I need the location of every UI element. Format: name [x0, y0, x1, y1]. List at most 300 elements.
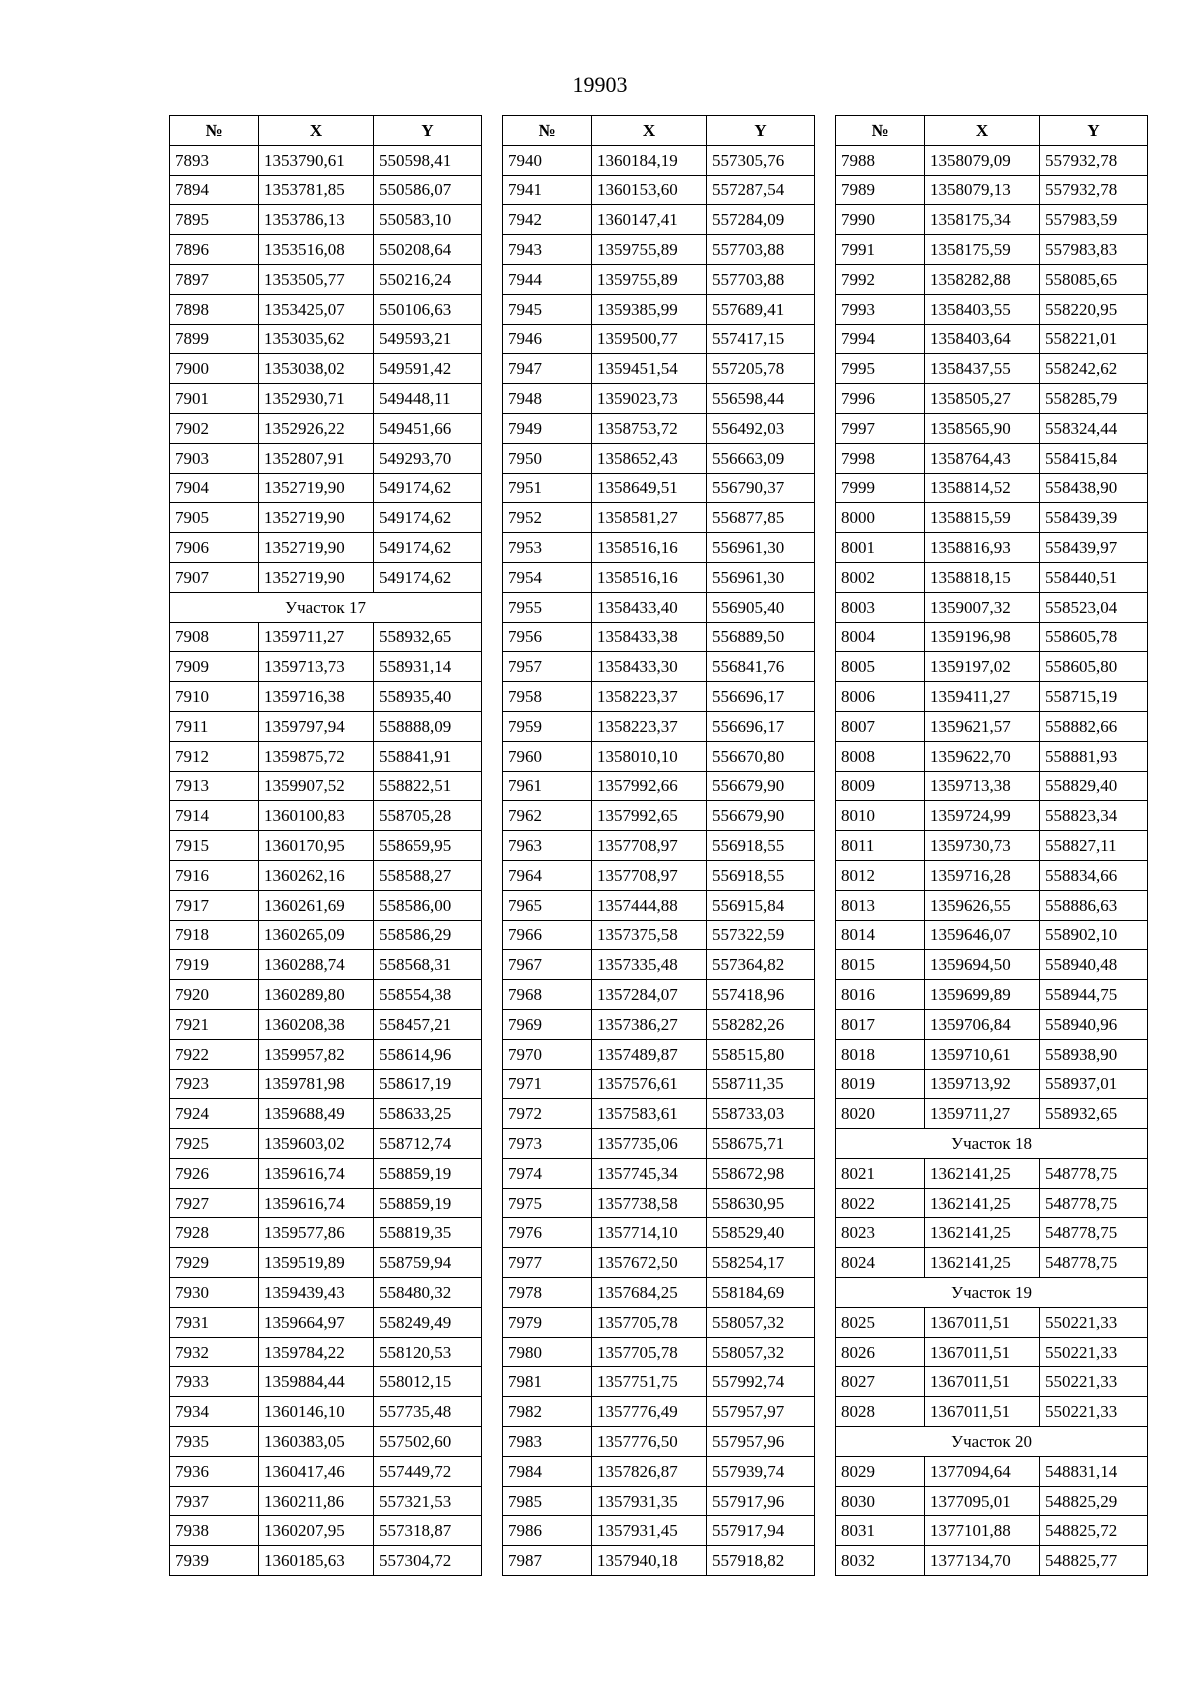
- table-row: [170, 562, 482, 592]
- table-row: [503, 860, 815, 890]
- x-coordinate-cell: 1362141,25: [925, 1218, 1040, 1248]
- x-coordinate-cell: 1357776,50: [592, 1427, 707, 1457]
- y-coordinate-cell: 556905,40: [707, 592, 815, 622]
- y-coordinate-cell: 556877,85: [707, 503, 815, 533]
- x-coordinate-cell: 1357444,88: [592, 890, 707, 920]
- point-number-cell: 7944: [503, 264, 592, 294]
- table-row: [503, 145, 815, 175]
- point-number-cell: 8017: [836, 1009, 925, 1039]
- point-number-cell: 7904: [170, 473, 259, 503]
- table-row: [503, 771, 815, 801]
- point-number-cell: 8028: [836, 1397, 925, 1427]
- page-number: 19903: [572, 72, 628, 97]
- point-number-cell: 7956: [503, 622, 592, 652]
- x-coordinate-cell: 1358815,59: [925, 503, 1040, 533]
- x-coordinate-cell: 1359711,27: [259, 622, 374, 652]
- table-row: [503, 622, 815, 652]
- section-row: [836, 1129, 1148, 1159]
- table-row: [170, 1367, 482, 1397]
- table-row: [170, 264, 482, 294]
- x-coordinate-cell: 1360211,86: [259, 1486, 374, 1516]
- point-number-cell: 7915: [170, 831, 259, 861]
- point-number-cell: 7963: [503, 831, 592, 861]
- y-coordinate-cell: 558523,04: [1040, 592, 1148, 622]
- y-coordinate-cell: 549174,62: [374, 533, 482, 563]
- x-coordinate-cell: 1359884,44: [259, 1367, 374, 1397]
- table-row: [503, 950, 815, 980]
- y-coordinate-cell: 558614,96: [374, 1039, 482, 1069]
- table-row: [836, 384, 1148, 414]
- y-coordinate-cell: 550106,63: [374, 294, 482, 324]
- x-coordinate-cell: 1359007,32: [925, 592, 1040, 622]
- table-row: [836, 205, 1148, 235]
- point-number-cell: 8002: [836, 562, 925, 592]
- point-number-cell: 7943: [503, 235, 592, 265]
- y-coordinate-cell: 558935,40: [374, 682, 482, 712]
- section-row: [836, 1278, 1148, 1308]
- y-coordinate-cell: 557703,88: [707, 264, 815, 294]
- x-coordinate-cell: 1358223,37: [592, 682, 707, 712]
- table-row: [503, 1129, 815, 1159]
- point-number-cell: 7969: [503, 1009, 592, 1039]
- point-number-cell: 7958: [503, 682, 592, 712]
- x-coordinate-cell: 1358079,09: [925, 145, 1040, 175]
- point-number-cell: 8025: [836, 1307, 925, 1337]
- y-coordinate-cell: 557205,78: [707, 354, 815, 384]
- point-number-cell: 7911: [170, 711, 259, 741]
- table-row: [503, 1039, 815, 1069]
- x-coordinate-cell: 1359411,27: [925, 682, 1040, 712]
- table-header-row: [503, 116, 815, 146]
- table-row: [170, 473, 482, 503]
- point-number-cell: 7938: [170, 1516, 259, 1546]
- y-coordinate-cell: 558886,63: [1040, 890, 1148, 920]
- table-row: [170, 324, 482, 354]
- table-row: [836, 1069, 1148, 1099]
- x-coordinate-cell: 1359616,74: [259, 1158, 374, 1188]
- table-row: [503, 1188, 815, 1218]
- point-number-cell: 8027: [836, 1367, 925, 1397]
- y-coordinate-cell: 557305,76: [707, 145, 815, 175]
- y-coordinate-cell: 556915,84: [707, 890, 815, 920]
- x-coordinate-cell: 1357705,78: [592, 1307, 707, 1337]
- point-number-cell: 7984: [503, 1456, 592, 1486]
- y-coordinate-cell: 550586,07: [374, 175, 482, 205]
- table-row: [836, 1337, 1148, 1367]
- y-coordinate-cell: 557957,97: [707, 1397, 815, 1427]
- y-coordinate-cell: 548825,29: [1040, 1486, 1148, 1516]
- x-coordinate-cell: 1367011,51: [925, 1397, 1040, 1427]
- table-row: [170, 413, 482, 443]
- table-row: [170, 1218, 482, 1248]
- x-coordinate-cell: 1358816,93: [925, 533, 1040, 563]
- x-coordinate-cell: 1359699,89: [925, 980, 1040, 1010]
- x-coordinate-cell: 1357735,06: [592, 1129, 707, 1159]
- y-coordinate-cell: 549174,62: [374, 473, 482, 503]
- y-coordinate-cell: 556598,44: [707, 384, 815, 414]
- table-row: [836, 1367, 1148, 1397]
- table-row: [170, 831, 482, 861]
- y-coordinate-cell: 557939,74: [707, 1456, 815, 1486]
- x-coordinate-cell: 1357284,07: [592, 980, 707, 1010]
- point-number-cell: 7928: [170, 1218, 259, 1248]
- x-coordinate-cell: 1352719,90: [259, 533, 374, 563]
- y-coordinate-cell: 556696,17: [707, 682, 815, 712]
- table-row: [503, 533, 815, 563]
- point-number-cell: 8010: [836, 801, 925, 831]
- y-coordinate-cell: 558588,27: [374, 860, 482, 890]
- table-row: [503, 1456, 815, 1486]
- x-coordinate-cell: 1359713,92: [925, 1069, 1040, 1099]
- table-row: [170, 443, 482, 473]
- y-coordinate-cell: 558711,35: [707, 1069, 815, 1099]
- point-number-cell: 7989: [836, 175, 925, 205]
- x-coordinate-cell: 1353516,08: [259, 235, 374, 265]
- x-coordinate-cell: 1360184,19: [592, 145, 707, 175]
- point-number-cell: 7976: [503, 1218, 592, 1248]
- y-coordinate-cell: 558184,69: [707, 1278, 815, 1308]
- table-row: [503, 264, 815, 294]
- y-coordinate-cell: 549293,70: [374, 443, 482, 473]
- point-number-cell: 8007: [836, 711, 925, 741]
- x-coordinate-cell: 1358753,72: [592, 413, 707, 443]
- table-row: [170, 980, 482, 1010]
- table-row: [836, 503, 1148, 533]
- section-row: [170, 592, 482, 622]
- y-coordinate-cell: 557318,87: [374, 1516, 482, 1546]
- y-coordinate-cell: 558823,34: [1040, 801, 1148, 831]
- table-row: [503, 562, 815, 592]
- table-row: [836, 235, 1148, 265]
- table-row: [836, 1099, 1148, 1129]
- point-number-cell: 7946: [503, 324, 592, 354]
- y-coordinate-cell: 558940,96: [1040, 1009, 1148, 1039]
- point-number-cell: 8031: [836, 1516, 925, 1546]
- table-row: [170, 1278, 482, 1308]
- x-coordinate-cell: 1360207,95: [259, 1516, 374, 1546]
- point-number-cell: 7973: [503, 1129, 592, 1159]
- y-coordinate-cell: 557449,72: [374, 1456, 482, 1486]
- point-number-cell: 8018: [836, 1039, 925, 1069]
- x-coordinate-cell: 1359724,99: [925, 801, 1040, 831]
- table-row: [503, 324, 815, 354]
- table-row: [503, 503, 815, 533]
- coordinates-table-middle: [502, 115, 815, 1576]
- x-coordinate-cell: 1357335,48: [592, 950, 707, 980]
- x-coordinate-cell: 1357386,27: [592, 1009, 707, 1039]
- y-coordinate-cell: 550221,33: [1040, 1337, 1148, 1367]
- point-number-cell: 7998: [836, 443, 925, 473]
- x-coordinate-cell: 1360146,10: [259, 1397, 374, 1427]
- y-coordinate-cell: 558120,53: [374, 1337, 482, 1367]
- table-row: [836, 1218, 1148, 1248]
- point-number-cell: 7931: [170, 1307, 259, 1337]
- x-coordinate-cell: 1357776,49: [592, 1397, 707, 1427]
- x-coordinate-cell: 1357738,58: [592, 1188, 707, 1218]
- y-coordinate-cell: 558940,48: [1040, 950, 1148, 980]
- x-coordinate-cell: 1359907,52: [259, 771, 374, 801]
- point-number-cell: 7986: [503, 1516, 592, 1546]
- table-row: [503, 920, 815, 950]
- y-coordinate-cell: 550598,41: [374, 145, 482, 175]
- x-coordinate-cell: 1360288,74: [259, 950, 374, 980]
- x-coordinate-cell: 1359730,73: [925, 831, 1040, 861]
- table-row: [170, 682, 482, 712]
- x-coordinate-cell: 1359603,02: [259, 1129, 374, 1159]
- point-number-cell: 8012: [836, 860, 925, 890]
- x-coordinate-cell: 1358652,43: [592, 443, 707, 473]
- point-number-cell: 8005: [836, 652, 925, 682]
- table-row: [503, 890, 815, 920]
- x-coordinate-cell: 1360383,05: [259, 1427, 374, 1457]
- table-row: [170, 235, 482, 265]
- point-number-cell: 7907: [170, 562, 259, 592]
- point-number-cell: 7919: [170, 950, 259, 980]
- x-coordinate-cell: 1352719,90: [259, 473, 374, 503]
- point-number-cell: 8008: [836, 741, 925, 771]
- table-row: [503, 205, 815, 235]
- x-coordinate-cell: 1359626,55: [925, 890, 1040, 920]
- table-row: [836, 1486, 1148, 1516]
- point-number-cell: 7896: [170, 235, 259, 265]
- x-coordinate-cell: 1358814,52: [925, 473, 1040, 503]
- y-coordinate-cell: 558457,21: [374, 1009, 482, 1039]
- x-coordinate-cell: 1357931,45: [592, 1516, 707, 1546]
- x-coordinate-cell: 1353035,62: [259, 324, 374, 354]
- table-row: [503, 741, 815, 771]
- x-coordinate-cell: 1359451,54: [592, 354, 707, 384]
- point-number-cell: 8023: [836, 1218, 925, 1248]
- point-number-cell: 7949: [503, 413, 592, 443]
- x-coordinate-cell: 1357489,87: [592, 1039, 707, 1069]
- table-row: [503, 1427, 815, 1457]
- table-row: [836, 354, 1148, 384]
- point-number-cell: 7968: [503, 980, 592, 1010]
- point-number-cell: 7921: [170, 1009, 259, 1039]
- table-row: [836, 652, 1148, 682]
- y-coordinate-cell: 558324,44: [1040, 413, 1148, 443]
- y-coordinate-cell: 557364,82: [707, 950, 815, 980]
- point-number-cell: 7937: [170, 1486, 259, 1516]
- header-x: X: [925, 116, 1040, 146]
- point-number-cell: 7929: [170, 1248, 259, 1278]
- point-number-cell: 7991: [836, 235, 925, 265]
- table-row: [503, 384, 815, 414]
- point-number-cell: 8013: [836, 890, 925, 920]
- point-number-cell: 7939: [170, 1546, 259, 1576]
- y-coordinate-cell: 556696,17: [707, 711, 815, 741]
- x-coordinate-cell: 1358516,16: [592, 562, 707, 592]
- x-coordinate-cell: 1359716,38: [259, 682, 374, 712]
- x-coordinate-cell: 1358505,27: [925, 384, 1040, 414]
- point-number-cell: 7953: [503, 533, 592, 563]
- y-coordinate-cell: 549593,21: [374, 324, 482, 354]
- y-coordinate-cell: 558249,49: [374, 1307, 482, 1337]
- table-row: [836, 443, 1148, 473]
- y-coordinate-cell: 558605,78: [1040, 622, 1148, 652]
- table-row: [503, 354, 815, 384]
- point-number-cell: 7965: [503, 890, 592, 920]
- point-number-cell: 7942: [503, 205, 592, 235]
- point-number-cell: 7933: [170, 1367, 259, 1397]
- table-row: [503, 1278, 815, 1308]
- point-number-cell: 8009: [836, 771, 925, 801]
- y-coordinate-cell: 557703,88: [707, 235, 815, 265]
- y-coordinate-cell: 558705,28: [374, 801, 482, 831]
- table-row: [503, 1397, 815, 1427]
- table-row: [170, 1486, 482, 1516]
- table-row: [503, 1546, 815, 1576]
- table-row: [836, 473, 1148, 503]
- x-coordinate-cell: 1359875,72: [259, 741, 374, 771]
- table-row: [503, 473, 815, 503]
- table-row: [170, 1188, 482, 1218]
- x-coordinate-cell: 1357745,34: [592, 1158, 707, 1188]
- table-row: [170, 354, 482, 384]
- point-number-cell: 8024: [836, 1248, 925, 1278]
- point-number-cell: 7932: [170, 1337, 259, 1367]
- table-row: [836, 1009, 1148, 1039]
- table-row: [836, 413, 1148, 443]
- point-number-cell: 7994: [836, 324, 925, 354]
- table-row: [836, 175, 1148, 205]
- x-coordinate-cell: 1358764,43: [925, 443, 1040, 473]
- y-coordinate-cell: 557287,54: [707, 175, 815, 205]
- x-coordinate-cell: 1352807,91: [259, 443, 374, 473]
- y-coordinate-cell: 556663,09: [707, 443, 815, 473]
- x-coordinate-cell: 1360100,83: [259, 801, 374, 831]
- x-coordinate-cell: 1359694,50: [925, 950, 1040, 980]
- point-number-cell: 7999: [836, 473, 925, 503]
- point-number-cell: 7964: [503, 860, 592, 890]
- y-coordinate-cell: 557284,09: [707, 205, 815, 235]
- x-coordinate-cell: 1358437,55: [925, 354, 1040, 384]
- y-coordinate-cell: 548778,75: [1040, 1188, 1148, 1218]
- x-coordinate-cell: 1358649,51: [592, 473, 707, 503]
- table-row: [503, 443, 815, 473]
- y-coordinate-cell: 558827,11: [1040, 831, 1148, 861]
- table-row: [836, 950, 1148, 980]
- section-title: Участок 17: [170, 592, 482, 622]
- point-number-cell: 8001: [836, 533, 925, 563]
- y-coordinate-cell: 557689,41: [707, 294, 815, 324]
- y-coordinate-cell: 558633,25: [374, 1099, 482, 1129]
- x-coordinate-cell: 1359706,84: [925, 1009, 1040, 1039]
- section-title: Участок 19: [836, 1278, 1148, 1308]
- table-row: [170, 1039, 482, 1069]
- table-row: [503, 1337, 815, 1367]
- x-coordinate-cell: 1359500,77: [592, 324, 707, 354]
- point-number-cell: 7995: [836, 354, 925, 384]
- point-number-cell: 7970: [503, 1039, 592, 1069]
- y-coordinate-cell: 557918,82: [707, 1546, 815, 1576]
- y-coordinate-cell: 558630,95: [707, 1188, 815, 1218]
- table-row: [503, 652, 815, 682]
- x-coordinate-cell: 1360185,63: [259, 1546, 374, 1576]
- point-number-cell: 7923: [170, 1069, 259, 1099]
- y-coordinate-cell: 550221,33: [1040, 1367, 1148, 1397]
- x-coordinate-cell: 1357940,18: [592, 1546, 707, 1576]
- table-row: [836, 682, 1148, 712]
- table-row: [836, 920, 1148, 950]
- point-number-cell: 7952: [503, 503, 592, 533]
- table-row: [170, 1456, 482, 1486]
- table-row: [170, 920, 482, 950]
- point-number-cell: 7922: [170, 1039, 259, 1069]
- point-number-cell: 7959: [503, 711, 592, 741]
- point-number-cell: 8000: [836, 503, 925, 533]
- table-row: [503, 1307, 815, 1337]
- point-number-cell: 7957: [503, 652, 592, 682]
- y-coordinate-cell: 550208,64: [374, 235, 482, 265]
- y-coordinate-cell: 557992,74: [707, 1367, 815, 1397]
- table-row: [170, 741, 482, 771]
- y-coordinate-cell: 558938,90: [1040, 1039, 1148, 1069]
- y-coordinate-cell: 558515,80: [707, 1039, 815, 1069]
- y-coordinate-cell: 557418,96: [707, 980, 815, 1010]
- table-row: [170, 801, 482, 831]
- table-row: [503, 1367, 815, 1397]
- table-row: [836, 324, 1148, 354]
- point-number-cell: 8032: [836, 1546, 925, 1576]
- y-coordinate-cell: 550221,33: [1040, 1397, 1148, 1427]
- point-number-cell: 7982: [503, 1397, 592, 1427]
- table-row: [170, 1129, 482, 1159]
- y-coordinate-cell: 557917,96: [707, 1486, 815, 1516]
- table-row: [836, 741, 1148, 771]
- y-coordinate-cell: 557983,83: [1040, 235, 1148, 265]
- point-number-cell: 7951: [503, 473, 592, 503]
- y-coordinate-cell: 550583,10: [374, 205, 482, 235]
- x-coordinate-cell: 1357576,61: [592, 1069, 707, 1099]
- y-coordinate-cell: 558881,93: [1040, 741, 1148, 771]
- point-number-cell: 7927: [170, 1188, 259, 1218]
- point-number-cell: 7900: [170, 354, 259, 384]
- y-coordinate-cell: 558012,15: [374, 1367, 482, 1397]
- x-coordinate-cell: 1353505,77: [259, 264, 374, 294]
- point-number-cell: 7960: [503, 741, 592, 771]
- x-coordinate-cell: 1360261,69: [259, 890, 374, 920]
- table-row: [836, 1546, 1148, 1576]
- y-coordinate-cell: 558254,17: [707, 1248, 815, 1278]
- x-coordinate-cell: 1353781,85: [259, 175, 374, 205]
- point-number-cell: 7978: [503, 1278, 592, 1308]
- point-number-cell: 7962: [503, 801, 592, 831]
- y-coordinate-cell: 557321,53: [374, 1486, 482, 1516]
- point-number-cell: 7913: [170, 771, 259, 801]
- table-row: [170, 1248, 482, 1278]
- y-coordinate-cell: 550216,24: [374, 264, 482, 294]
- x-coordinate-cell: 1359713,38: [925, 771, 1040, 801]
- x-coordinate-cell: 1358282,88: [925, 264, 1040, 294]
- table-row: [503, 831, 815, 861]
- table-row: [170, 1009, 482, 1039]
- point-number-cell: 7954: [503, 562, 592, 592]
- point-number-cell: 8026: [836, 1337, 925, 1367]
- table-row: [503, 1099, 815, 1129]
- header-y: Y: [707, 116, 815, 146]
- point-number-cell: 7905: [170, 503, 259, 533]
- point-number-cell: 7992: [836, 264, 925, 294]
- y-coordinate-cell: 556492,03: [707, 413, 815, 443]
- table-row: [170, 1427, 482, 1457]
- y-coordinate-cell: 549448,11: [374, 384, 482, 414]
- y-coordinate-cell: 557417,15: [707, 324, 815, 354]
- y-coordinate-cell: 558440,51: [1040, 562, 1148, 592]
- x-coordinate-cell: 1358175,59: [925, 235, 1040, 265]
- x-coordinate-cell: 1360262,16: [259, 860, 374, 890]
- x-coordinate-cell: 1358403,64: [925, 324, 1040, 354]
